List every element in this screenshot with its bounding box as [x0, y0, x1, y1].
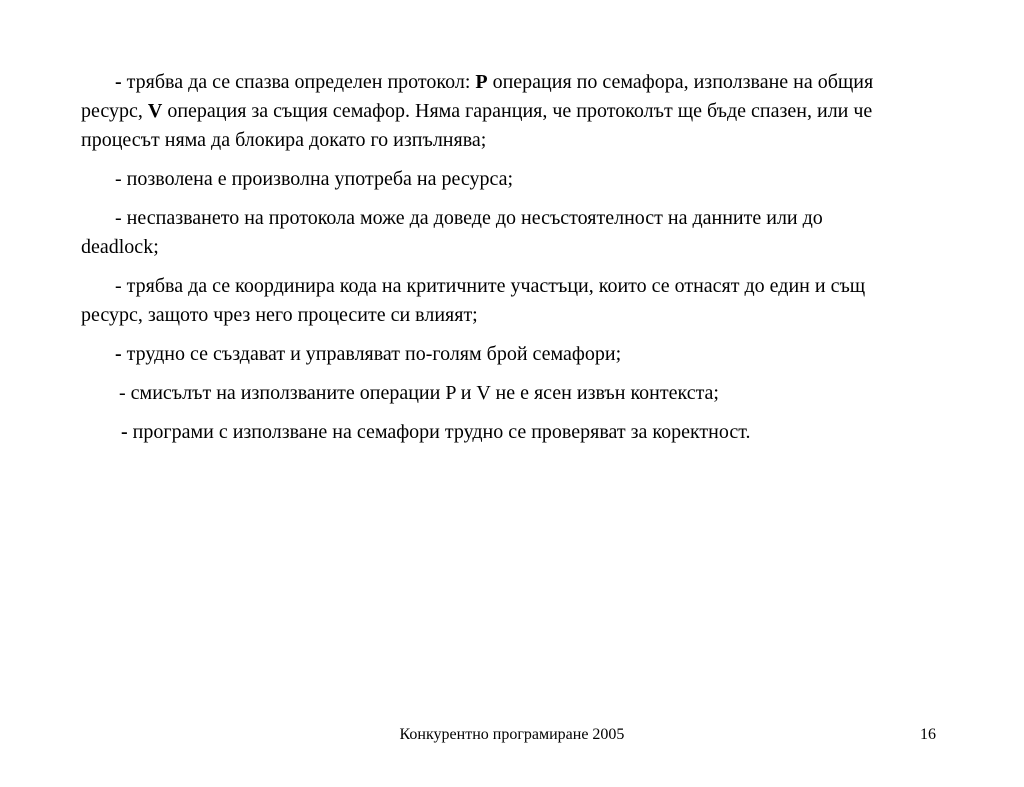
paragraph-correctness	[81, 418, 901, 447]
bullet-dash: -	[115, 343, 122, 365]
bullet-dash: -	[119, 382, 126, 404]
footer-title: Конкурентно програмиране 2005	[399, 726, 625, 743]
keyword-v: V	[147, 100, 163, 122]
bullet-dash: -	[121, 421, 128, 443]
bullet-dash: -	[115, 71, 122, 93]
bullet-dash: -	[115, 275, 122, 297]
slide-body	[81, 68, 901, 457]
page-number: 16	[920, 726, 936, 743]
paragraph-protocol	[81, 68, 901, 155]
paragraph-text: операция по семафора, използване на общия ресурс,	[81, 71, 874, 122]
paragraph-text: трябва да се спазва определен протокол:	[121, 71, 476, 93]
paragraph-text: смисълът на използваните операции P и V не е ясен извън контекста;	[125, 382, 719, 404]
paragraph-context	[81, 379, 901, 408]
bullet-dash: -	[115, 207, 122, 229]
paragraph-deadlock	[81, 204, 901, 262]
paragraph-many-semaphores	[81, 340, 901, 369]
paragraph-arbitrary-use	[81, 165, 901, 194]
paragraph-text: програми с използване на семафори трудно се проверяват за коректност.	[127, 421, 751, 443]
keyword-p: P	[475, 71, 488, 93]
paragraph-critical-sections	[81, 272, 901, 330]
paragraph-text: трудно се създават и управляват по-голям брой семафори;	[121, 343, 622, 365]
paragraph-text: позволена е произволна употреба на ресурса;	[121, 168, 514, 190]
bullet-dash: -	[115, 168, 122, 190]
paragraph-text: трябва да се координира кода на критичните участъци, които се отнасят до един и същ ресурс, защото чрез него процесите си влияят;	[81, 275, 866, 326]
paragraph-text: неспазването на протокола може да доведе до несъстоятелност на данните или до deadlock;	[81, 207, 823, 258]
paragraph-text: операция за същия семафор. Няма гаранция, че протоколът ще бъде спазен, или че процесът няма да блокира докато го изпълнява;	[81, 100, 873, 151]
